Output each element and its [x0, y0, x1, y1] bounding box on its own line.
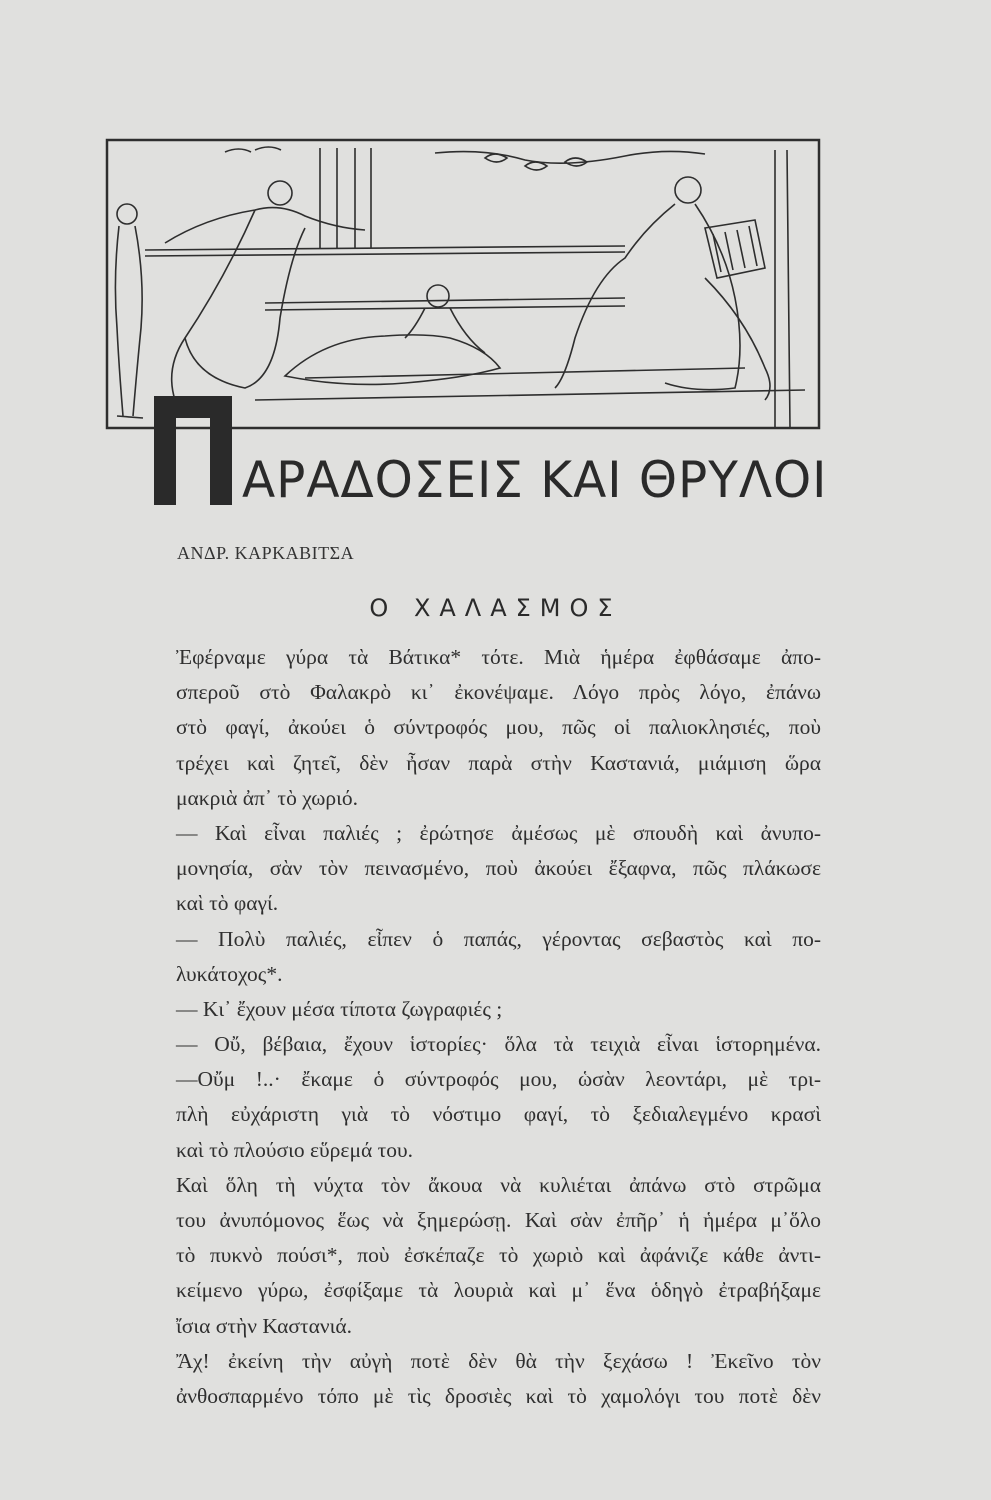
text-line: του ἀνυπόμονος ἕως νὰ ξημερώσῃ. Καὶ σὰν ἐπῆρ᾽ ἡ ἡμέρα μ᾽ὅλο: [176, 1208, 821, 1232]
text-line: καὶ τὸ φαγί.: [176, 891, 279, 916]
story-title: Ο ΧΑΛΑΣΜΟΣ: [369, 594, 622, 622]
text-line: — Κι᾽ ἔχουν μέσα τίποτα ζωγραφιές ;: [176, 996, 503, 1021]
text-line: μονησία, σὰν τὸν πεινασμένο, ποὺ ἀκούει ἔξαφνα, πῶς πλάκωσε: [176, 856, 821, 881]
text-line: τὸ πυκνὸ πούσι*, ποὺ ἐσκέπαζε τὸ χωριὸ καὶ ἀφάνιζε κάθε ἀντι-: [176, 1243, 821, 1268]
text-line: πλὴ εὐχάριστη γιὰ τὸ νόστιμο φαγί, τὸ ξεδιαλεγμένο κρασὶ: [176, 1102, 821, 1127]
text-line: μακριὰ ἀπ᾽ τὸ χωριό.: [176, 785, 359, 810]
text-line: ἀνθοσπαρμένο τόπο μὲ τὶς δροσιὲς καὶ τὸ χαμολόγι του ποτὲ δὲν: [176, 1383, 821, 1408]
text-line: — Οὔ, βέβαια, ἔχουν ἱστορίες· ὅλα τὰ τειχιὰ εἶναι ἱστορημένα.: [176, 1032, 821, 1057]
text-line: καὶ τὸ πλούσιο εὕρεμά του.: [176, 1137, 414, 1162]
text-line: τρέχει καὶ ζητεῖ, δὲν ἦσαν παρὰ στὴν Καστανιά, μιάμιση ὥρα: [176, 750, 821, 775]
drop-cap-initial: [150, 392, 236, 509]
story-body: [176, 640, 821, 1414]
header-illustration: [105, 138, 821, 430]
text-line: σπεροῦ στὸ Φαλακρὸ κι᾽ ἐκονέψαμε. Λόγο πρὸς λόγο, ἐπάνω: [176, 680, 821, 705]
text-line: λυκάτοχος*.: [176, 961, 283, 986]
text-line: — Πολὺ παλιές, εἶπεν ὁ παπάς, γέροντας σεβαστὸς καὶ πο-: [176, 926, 821, 951]
text-line: Καὶ ὅλη τὴ νύχτα τὸν ἄκουα νὰ κυλιέται ἀπάνω στὸ στρῶμα: [176, 1172, 821, 1197]
author-name: ΑΝΔΡ. ΚΑΡΚΑΒΙΤΣΑ: [177, 543, 355, 563]
text-line: ἴσια στὴν Καστανιά.: [176, 1313, 352, 1338]
text-line: — Καὶ εἶναι παλιές ; ἐρώτησε ἀμέσως μὲ σπουδὴ καὶ ἀνυπο-: [176, 820, 821, 845]
text-line: κείμενο γύρω, ἐσφίξαμε τὰ λουριὰ καὶ μ᾽ ἕνα ὁδηγὸ ἐτραβήξαμε: [176, 1278, 821, 1303]
section-heading: ΑΡΑΔΟΣΕΙΣ ΚΑΙ ΘΡΥΛΟΙ: [242, 451, 828, 509]
text-line: στὸ φαγί, ἀκούει ὁ σύντροφός μου, πῶς οἱ παλιοκλησιές, ποὺ: [176, 715, 821, 740]
text-line: Ἐφέρναμε γύρα τὰ Βάτικα* τότε. Μιὰ ἡμέρα ἐφθάσαμε ἀπο-: [176, 645, 821, 669]
text-line: Ἄχ! ἐκείνη τὴν αὐγὴ ποτὲ δὲν θὰ τὴν ξεχάσω ! Ἐκεῖνο τὸν: [176, 1348, 821, 1373]
text-line: —Οὔμ !..· ἔκαμε ὁ σύντροφός μου, ὡσὰν λεοντάρι, μὲ τρι-: [176, 1067, 821, 1092]
